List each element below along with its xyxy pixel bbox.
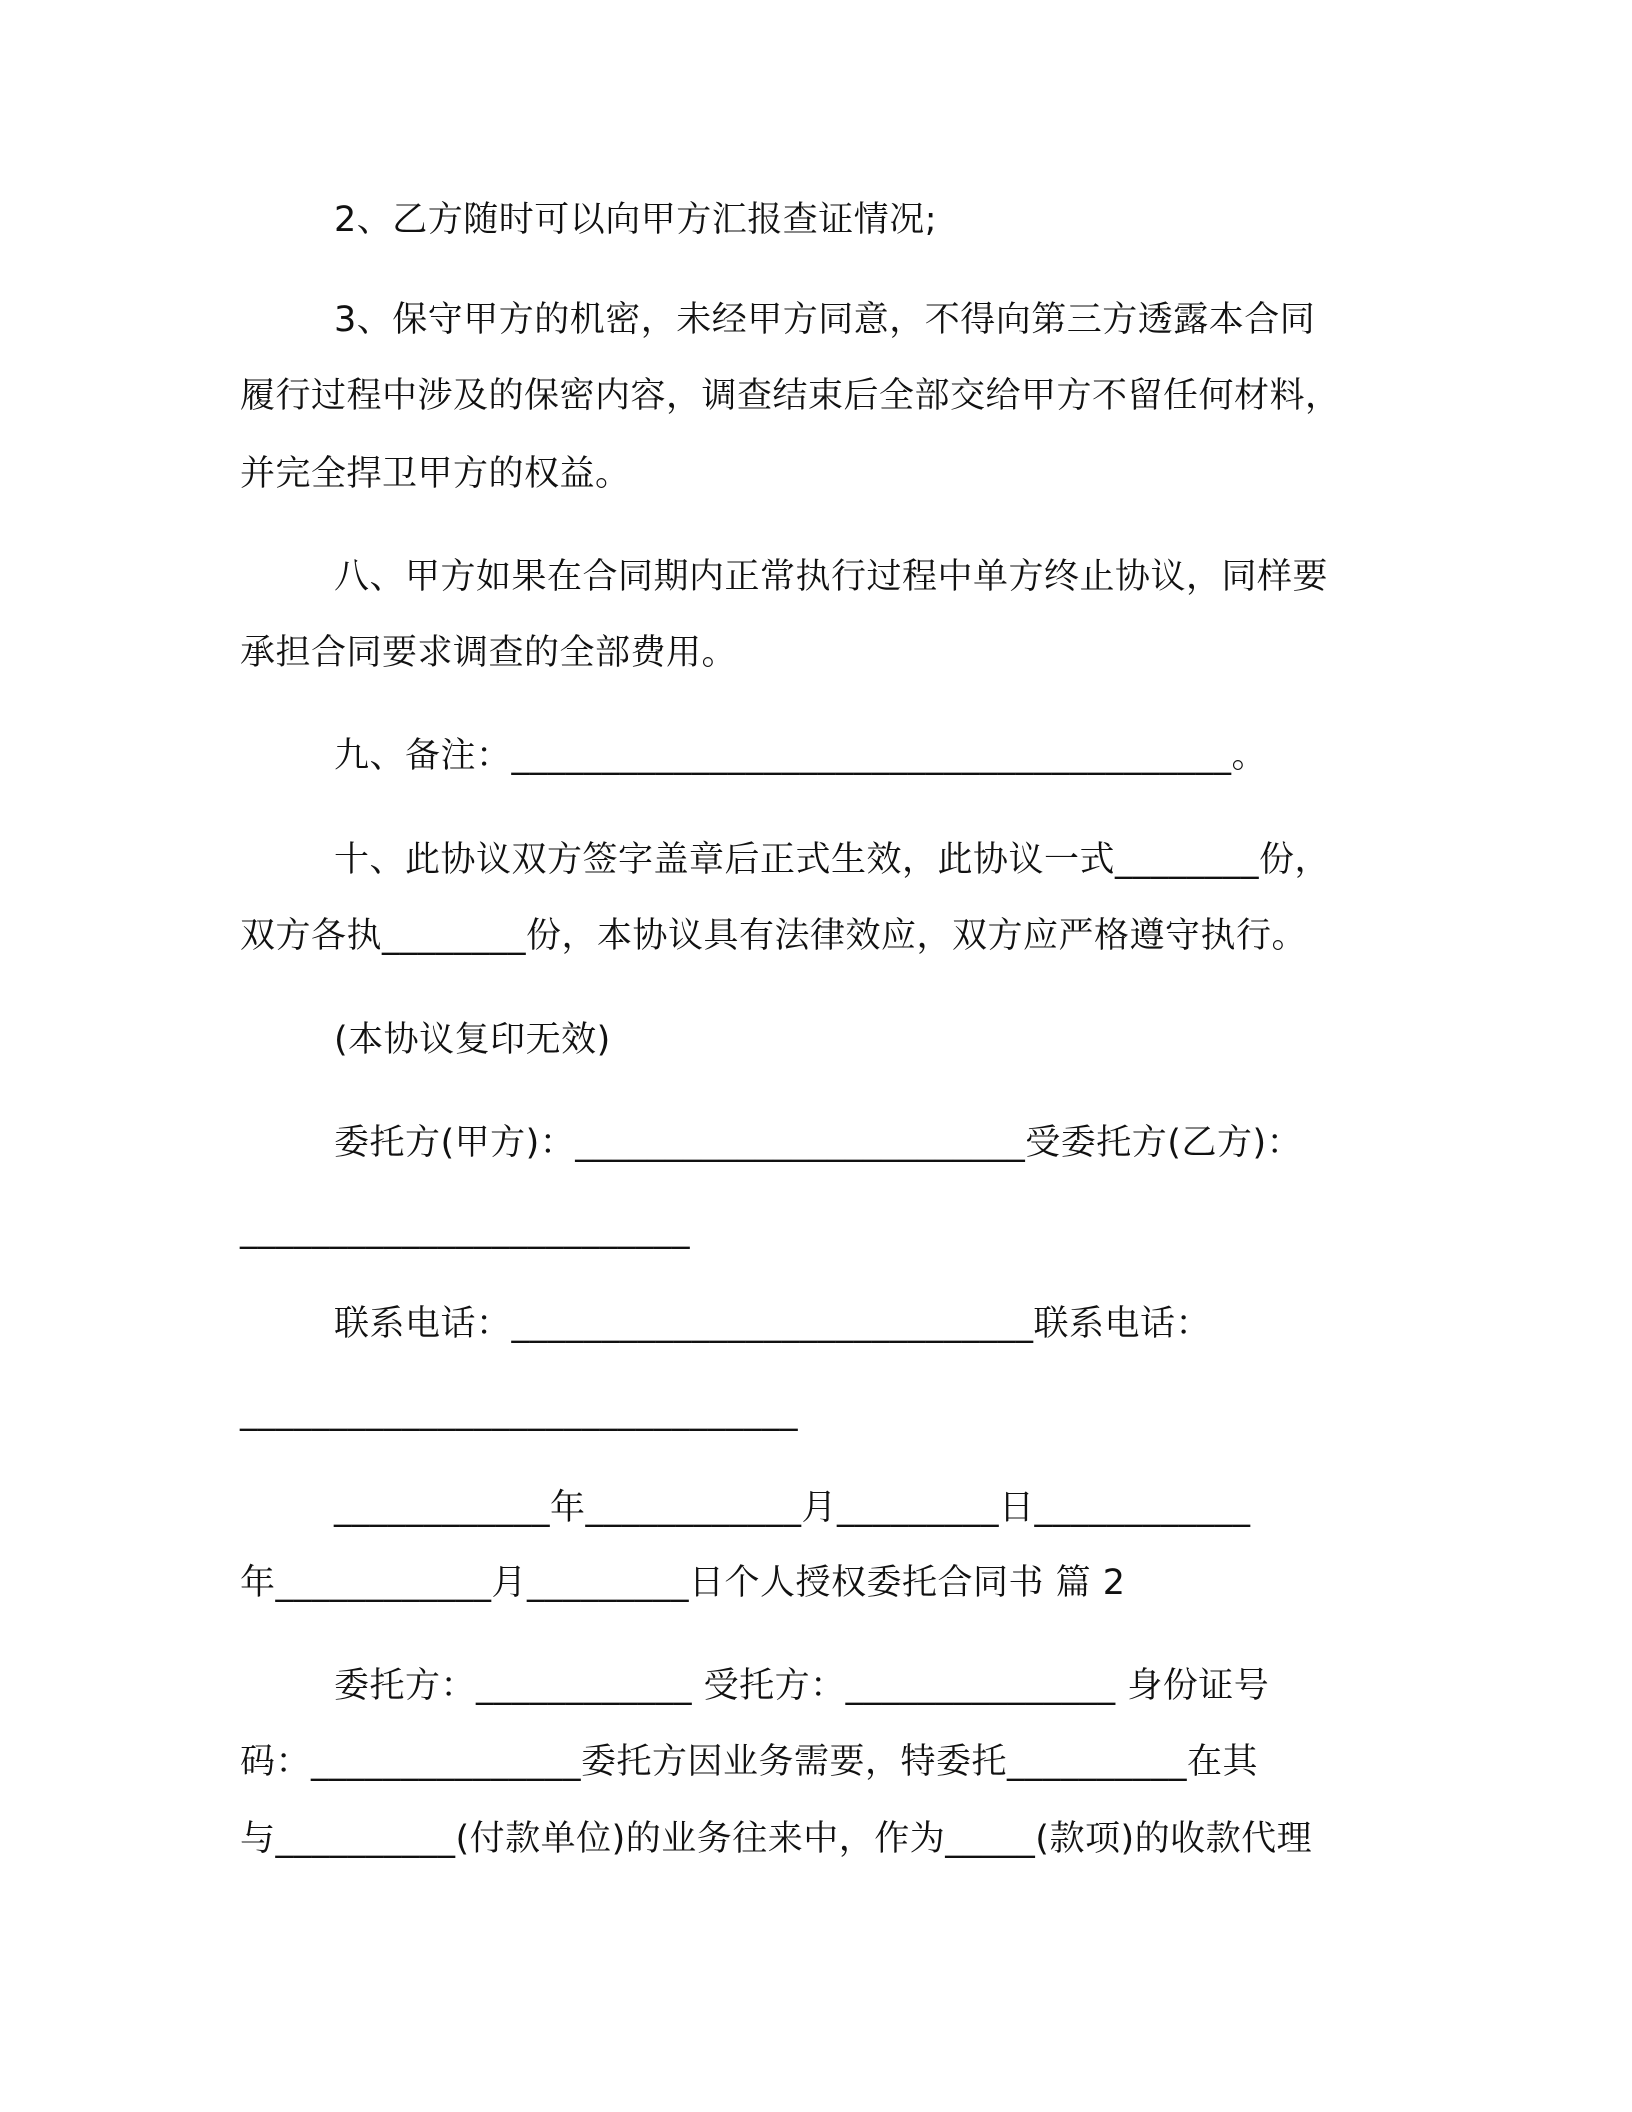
text-line: 码：_______________委托方因业务需要，特委托__________在其 bbox=[240, 1742, 1259, 1782]
text-line: ____________年____________月_________日____________ bbox=[334, 1488, 1251, 1528]
text-line: 联系电话：_____________________________联系电话： bbox=[334, 1304, 1212, 1344]
text-line: _________________________ bbox=[240, 1210, 690, 1250]
text-line: 与__________(付款单位)的业务往来中，作为_____(款项)的收款代理 bbox=[240, 1819, 1313, 1859]
text-line: 九、备注：________________________________________。 bbox=[334, 736, 1268, 776]
text-line: 委托方(甲方)：_________________________受委托方(乙方)： bbox=[334, 1123, 1303, 1163]
text-line: 承担合同要求调查的全部费用。 bbox=[240, 633, 738, 673]
text-line: 2、乙方随时可以向甲方汇报查证情况; bbox=[334, 200, 938, 240]
text-line: _______________________________ bbox=[240, 1392, 798, 1432]
text-line: 十、此协议双方签字盖章后正式生效，此协议一式________份， bbox=[334, 840, 1331, 880]
text-line: 3、保守甲方的机密，未经甲方同意，不得向第三方透露本合同 bbox=[334, 300, 1316, 340]
text-line: 年____________月_________日个人授权委托合同书 篇 2 bbox=[240, 1563, 1126, 1603]
text-line: 履行过程中涉及的保密内容，调查结束后全部交给甲方不留任何材料， bbox=[240, 376, 1341, 416]
text-line: (本协议复印无效) bbox=[334, 1020, 611, 1060]
text-line: 双方各执________份，本协议具有法律效应，双方应严格遵守执行。 bbox=[240, 916, 1308, 956]
text-line: 委托方：____________ 受托方：_______________ 身份证号 bbox=[334, 1666, 1270, 1706]
text-line: 并完全捍卫甲方的权益。 bbox=[240, 454, 631, 494]
text-line: 八、甲方如果在合同期内正常执行过程中单方终止协议，同样要 bbox=[334, 557, 1329, 597]
